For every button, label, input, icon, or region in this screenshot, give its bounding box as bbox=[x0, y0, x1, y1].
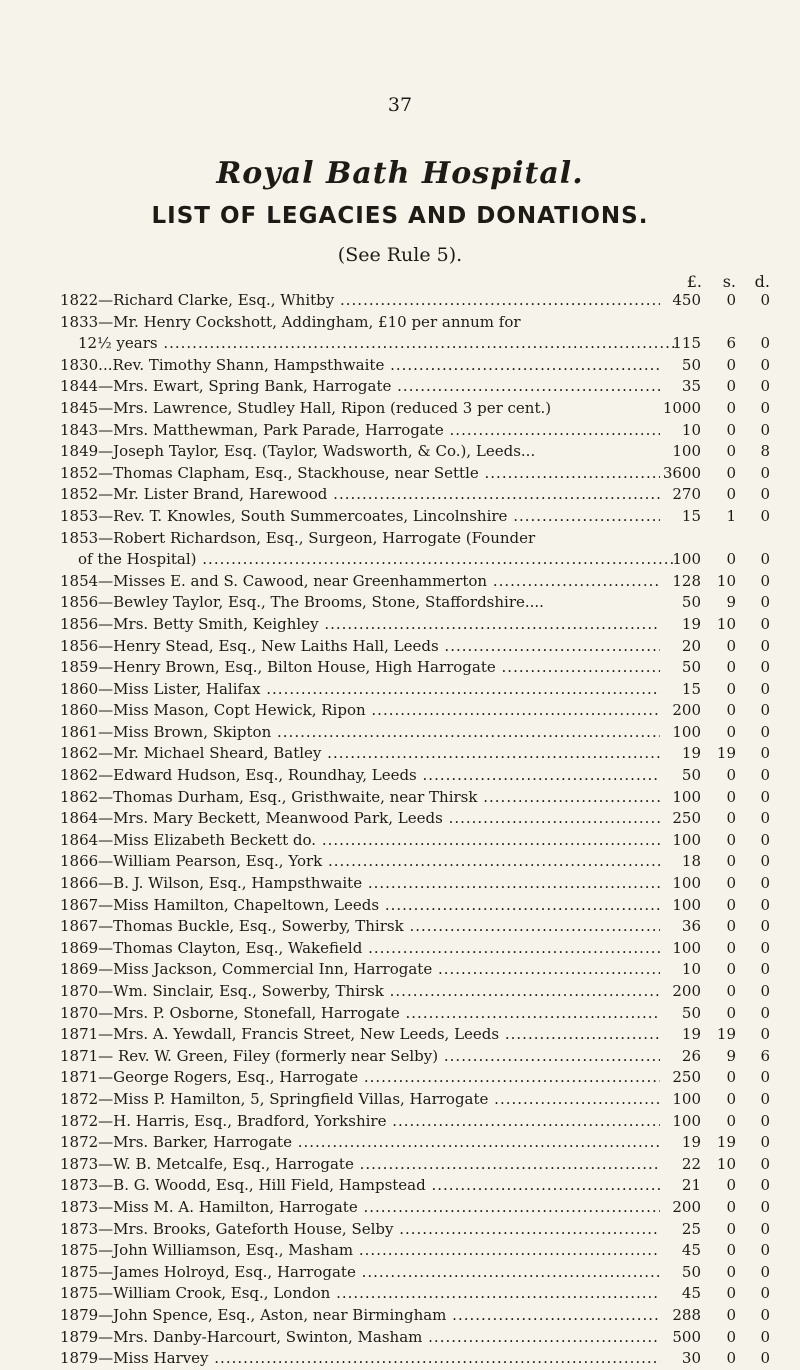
amount-pence: 0 bbox=[760, 938, 770, 957]
legacy-entry bbox=[0, 398, 800, 420]
amount-shillings: 0 bbox=[726, 398, 736, 417]
amount-pence: 0 bbox=[760, 377, 770, 396]
amount-pence: 0 bbox=[760, 1262, 770, 1281]
amount-pounds: 200 bbox=[672, 982, 701, 1000]
amount-pence: 0 bbox=[760, 722, 770, 741]
entry-description: 1867—Thomas Buckle, Esq., Sowerby, Thirsk ..... bbox=[60, 916, 660, 938]
amount-shillings: 0 bbox=[726, 852, 736, 871]
legacy-entry bbox=[0, 441, 800, 463]
entry-description: 1872—Miss P. Hamilton, 5, Springfield Villas, Harrogate ..... bbox=[60, 1089, 660, 1111]
entry-description: 1869—Thomas Clayton, Esq., Wakefield ..... bbox=[60, 938, 660, 960]
entry-description: 1862—Thomas Durham, Esq., Gristhwaite, near Thirsk ..... bbox=[60, 787, 660, 809]
amount-shillings: 0 bbox=[726, 787, 736, 806]
legacy-entry bbox=[0, 333, 800, 355]
entry-description: 1852—Mr. Lister Brand, Harewood ..... bbox=[60, 484, 660, 506]
legacy-entry bbox=[0, 1262, 800, 1284]
entry-description: 1873—Mrs. Brooks, Gateforth House, Selby ..... bbox=[60, 1219, 660, 1241]
amount-pounds: 50 bbox=[681, 766, 701, 785]
amount-pounds: 22 bbox=[681, 1154, 701, 1173]
entry-description: 1859—Henry Brown, Esq., Bilton House, High Harrogate ..... bbox=[60, 657, 660, 679]
amount-pence: 0 bbox=[760, 852, 770, 871]
amount-shillings: 0 bbox=[726, 874, 736, 893]
entry-description: 1856—Henry Stead, Esq., New Laiths Hall, Leeds ..... bbox=[60, 636, 660, 658]
entry-description: 1862—Mr. Michael Sheard, Batley ..... bbox=[60, 743, 660, 765]
legacy-entry bbox=[0, 765, 800, 787]
amount-pounds: 18 bbox=[681, 852, 701, 871]
legacy-entry bbox=[0, 355, 800, 377]
amount-shillings: 0 bbox=[726, 1219, 736, 1238]
amount-pence: 0 bbox=[760, 766, 770, 785]
entry-description: 1853—Rev. T. Knowles, South Summercoates, Lincolnshire ..... bbox=[60, 506, 660, 528]
amount-pence: 0 bbox=[760, 593, 770, 612]
amount-pounds: 250 bbox=[672, 809, 701, 828]
amount-pounds: 10 bbox=[681, 960, 701, 979]
entry-description: 1860—Miss Lister, Halifax ..... bbox=[60, 679, 660, 701]
amount-shillings: 0 bbox=[726, 895, 736, 914]
amount-pence: 0 bbox=[760, 1349, 770, 1368]
amount-pounds: 1000 bbox=[662, 398, 701, 417]
amount-pounds: 50 bbox=[681, 355, 701, 374]
amount-pence: 0 bbox=[760, 1089, 770, 1108]
entry-description: 1873—B. G. Woodd, Esq., Hill Field, Hampstead ..... bbox=[60, 1175, 660, 1197]
legacy-entry bbox=[0, 895, 800, 917]
amount-pence: 0 bbox=[760, 334, 770, 353]
amount-pounds: 45 bbox=[681, 1284, 701, 1303]
amount-pounds: 21 bbox=[681, 1176, 701, 1195]
legacy-entry bbox=[0, 830, 800, 852]
amount-shillings: 0 bbox=[726, 1089, 736, 1108]
entry-description: 1875—William Crook, Esq., London ..... bbox=[60, 1283, 660, 1305]
entry-description: 1864—Miss Elizabeth Beckett do. ..... bbox=[60, 830, 660, 852]
legacy-entry bbox=[0, 722, 800, 744]
amount-shillings: 1 bbox=[726, 506, 736, 525]
amount-pounds: 128 bbox=[672, 571, 701, 590]
entry-description: 12½ years ..... bbox=[78, 333, 678, 355]
amount-pence: 0 bbox=[760, 1154, 770, 1173]
amount-pounds: 100 bbox=[672, 830, 701, 849]
amount-pence: 0 bbox=[760, 550, 770, 569]
amount-pounds: 19 bbox=[681, 1025, 701, 1044]
amount-pence: 8 bbox=[760, 442, 770, 461]
rule-reference: (See Rule 5). bbox=[337, 244, 463, 266]
entry-description: 1873—W. B. Metcalfe, Esq., Harrogate ..... bbox=[60, 1154, 660, 1176]
amount-shillings: 10 bbox=[716, 614, 736, 633]
amount-pence: 0 bbox=[760, 1241, 770, 1260]
amount-shillings: 0 bbox=[726, 1284, 736, 1303]
amount-pounds: 50 bbox=[681, 1003, 701, 1022]
amount-pence: 0 bbox=[760, 398, 770, 417]
amount-pounds: 115 bbox=[672, 334, 701, 353]
amount-pence: 6 bbox=[760, 1046, 770, 1065]
entry-description: 1866—B. J. Wilson, Esq., Hampsthwaite ..... bbox=[60, 873, 660, 895]
shillings-column-header: s. bbox=[722, 272, 736, 291]
amount-pounds: 15 bbox=[681, 679, 701, 698]
amount-pounds: 15 bbox=[681, 506, 701, 525]
pounds-column-header: £. bbox=[686, 272, 702, 291]
amount-shillings: 0 bbox=[726, 1349, 736, 1368]
amount-shillings: 9 bbox=[726, 593, 736, 612]
amount-pence: 0 bbox=[760, 701, 770, 720]
legacy-entry bbox=[0, 873, 800, 895]
amount-shillings: 0 bbox=[726, 1068, 736, 1087]
amount-pence: 0 bbox=[760, 874, 770, 893]
amount-pounds: 3600 bbox=[662, 463, 701, 482]
amount-shillings: 0 bbox=[726, 291, 736, 309]
amount-shillings: 0 bbox=[726, 701, 736, 720]
amount-pounds: 20 bbox=[681, 636, 701, 655]
amount-pence: 0 bbox=[760, 1284, 770, 1303]
legacy-entry bbox=[0, 1175, 800, 1197]
amount-pence: 0 bbox=[760, 960, 770, 979]
amount-pence: 0 bbox=[760, 1197, 770, 1216]
entry-description: 1872—H. Harris, Esq., Bradford, Yorkshire ..... bbox=[60, 1111, 660, 1133]
amount-pence: 0 bbox=[760, 982, 770, 1000]
amount-pence: 0 bbox=[760, 506, 770, 525]
legacy-entry bbox=[0, 1003, 800, 1025]
entry-description: 1854—Misses E. and S. Cawood, near Greenhammerton ..... bbox=[60, 571, 660, 593]
amount-pounds: 100 bbox=[672, 550, 701, 569]
amount-shillings: 0 bbox=[726, 442, 736, 461]
entry-description: 1871— Rev. W. Green, Filey (formerly near Selby) ..... bbox=[60, 1046, 660, 1068]
amount-pence: 0 bbox=[760, 1327, 770, 1346]
amount-pence: 0 bbox=[760, 917, 770, 936]
amount-shillings: 10 bbox=[716, 1154, 736, 1173]
entry-description: 1872—Mrs. Barker, Harrogate ..... bbox=[60, 1132, 660, 1154]
entry-description: 1856—Bewley Taylor, Esq., The Brooms, Stone, Staffordshire.... bbox=[60, 593, 544, 612]
amount-shillings: 0 bbox=[726, 960, 736, 979]
amount-shillings: 19 bbox=[716, 744, 736, 763]
legacy-entry bbox=[0, 679, 800, 701]
legacy-entry bbox=[0, 1348, 800, 1370]
legacy-entry bbox=[0, 700, 800, 722]
page-number: 37 bbox=[387, 94, 413, 116]
amount-pounds: 100 bbox=[672, 1111, 701, 1130]
legacy-entry bbox=[0, 506, 800, 528]
legacy-entry bbox=[0, 528, 800, 550]
amount-pounds: 50 bbox=[681, 658, 701, 677]
amount-shillings: 0 bbox=[726, 485, 736, 504]
amount-shillings: 6 bbox=[726, 334, 736, 353]
amount-shillings: 0 bbox=[726, 722, 736, 741]
amount-pounds: 288 bbox=[672, 1305, 701, 1324]
legacy-entry bbox=[0, 1305, 800, 1327]
amount-pounds: 50 bbox=[681, 1262, 701, 1281]
entry-description: 1853—Robert Richardson, Esq., Surgeon, Harrogate (Founder bbox=[60, 528, 536, 547]
amount-pence: 0 bbox=[760, 1068, 770, 1087]
amount-pounds: 100 bbox=[672, 895, 701, 914]
amount-pounds: 36 bbox=[681, 917, 701, 936]
legacy-entry bbox=[0, 851, 800, 873]
legacy-entry bbox=[0, 981, 800, 1003]
entry-description: 1866—William Pearson, Esq., York ..... bbox=[60, 851, 660, 873]
amount-shillings: 0 bbox=[726, 766, 736, 785]
legacy-entry bbox=[0, 376, 800, 398]
entry-description: 1879—Miss Harvey ..... bbox=[60, 1348, 660, 1370]
amount-shillings: 9 bbox=[726, 1046, 736, 1065]
legacy-entry bbox=[0, 290, 800, 312]
legacy-entry bbox=[0, 959, 800, 981]
legacy-entry bbox=[0, 549, 800, 571]
legacy-entry bbox=[0, 743, 800, 765]
legacy-entry bbox=[0, 657, 800, 679]
legacy-entry bbox=[0, 1111, 800, 1133]
amount-pence: 0 bbox=[760, 787, 770, 806]
amount-pence: 0 bbox=[760, 1003, 770, 1022]
amount-pounds: 19 bbox=[681, 614, 701, 633]
legacy-entry bbox=[0, 1067, 800, 1089]
amount-pounds: 100 bbox=[672, 442, 701, 461]
amount-pence: 0 bbox=[760, 1111, 770, 1130]
amount-shillings: 0 bbox=[726, 355, 736, 374]
amount-shillings: 0 bbox=[726, 809, 736, 828]
entry-description: 1879—Mrs. Danby-Harcourt, Swinton, Masham ..... bbox=[60, 1327, 660, 1349]
amount-shillings: 0 bbox=[726, 1176, 736, 1195]
amount-shillings: 0 bbox=[726, 1305, 736, 1324]
amount-pounds: 35 bbox=[681, 377, 701, 396]
entry-description: 1822—Richard Clarke, Esq., Whitby ..... bbox=[60, 290, 660, 312]
amount-pence: 0 bbox=[760, 1305, 770, 1324]
amount-pounds: 100 bbox=[672, 938, 701, 957]
amount-pounds: 450 bbox=[672, 291, 701, 309]
entry-description: 1843—Mrs. Matthewman, Park Parade, Harrogate ..... bbox=[60, 420, 660, 442]
entry-description: 1844—Mrs. Ewart, Spring Bank, Harrogate ..... bbox=[60, 376, 660, 398]
legacy-entry bbox=[0, 420, 800, 442]
legacy-entry bbox=[0, 1132, 800, 1154]
entry-description: 1856—Mrs. Betty Smith, Keighley ..... bbox=[60, 614, 660, 636]
entry-description: 1867—Miss Hamilton, Chapeltown, Leeds ..... bbox=[60, 895, 660, 917]
amount-shillings: 0 bbox=[726, 463, 736, 482]
entry-description: of the Hospital) ..... bbox=[78, 549, 678, 571]
amount-pence: 0 bbox=[760, 485, 770, 504]
amount-pounds: 25 bbox=[681, 1219, 701, 1238]
legacy-entry bbox=[0, 1327, 800, 1349]
legacy-entry bbox=[0, 1283, 800, 1305]
entry-description: 1833—Mr. Henry Cockshott, Addingham, £10 per annum for bbox=[60, 312, 521, 331]
entry-description: 1864—Mrs. Mary Beckett, Meanwood Park, Leeds ..... bbox=[60, 808, 660, 830]
amount-pence: 0 bbox=[760, 830, 770, 849]
amount-shillings: 0 bbox=[726, 1327, 736, 1346]
legacy-entry bbox=[0, 916, 800, 938]
legacy-list bbox=[0, 290, 800, 1370]
entry-description: 1849—Joseph Taylor, Esq. (Taylor, Wadsworth, & Co.), Leeds... bbox=[60, 442, 536, 461]
amount-shillings: 0 bbox=[726, 830, 736, 849]
amount-shillings: 0 bbox=[726, 917, 736, 936]
entry-description: 1852—Thomas Clapham, Esq., Stackhouse, near Settle ..... bbox=[60, 463, 660, 485]
amount-pence: 0 bbox=[760, 1176, 770, 1195]
amount-shillings: 0 bbox=[726, 658, 736, 677]
legacy-entry bbox=[0, 787, 800, 809]
entry-description: 1869—Miss Jackson, Commercial Inn, Harrogate ..... bbox=[60, 959, 660, 981]
amount-pounds: 200 bbox=[672, 701, 701, 720]
amount-shillings: 19 bbox=[716, 1133, 736, 1152]
amount-shillings: 0 bbox=[726, 1241, 736, 1260]
amount-pounds: 500 bbox=[672, 1327, 701, 1346]
amount-shillings: 0 bbox=[726, 420, 736, 439]
amount-pence: 0 bbox=[760, 355, 770, 374]
entry-description: 1862—Edward Hudson, Esq., Roundhay, Leeds ..... bbox=[60, 765, 660, 787]
amount-pounds: 100 bbox=[672, 787, 701, 806]
entry-description: 1873—Miss M. A. Hamilton, Harrogate ..... bbox=[60, 1197, 660, 1219]
amount-pence: 0 bbox=[760, 895, 770, 914]
amount-shillings: 0 bbox=[726, 1003, 736, 1022]
amount-shillings: 0 bbox=[726, 377, 736, 396]
amount-pounds: 10 bbox=[681, 420, 701, 439]
legacy-entry bbox=[0, 938, 800, 960]
amount-shillings: 0 bbox=[726, 1111, 736, 1130]
amount-pence: 0 bbox=[760, 1219, 770, 1238]
amount-pounds: 250 bbox=[672, 1068, 701, 1087]
amount-pounds: 45 bbox=[681, 1241, 701, 1260]
entry-description: 1870—Wm. Sinclair, Esq., Sowerby, Thirsk ..... bbox=[60, 981, 660, 1003]
legacy-entry bbox=[0, 312, 800, 334]
legacy-entry bbox=[0, 808, 800, 830]
hospital-title: Royal Bath Hospital. bbox=[216, 156, 584, 191]
legacy-entry bbox=[0, 484, 800, 506]
amount-shillings: 0 bbox=[726, 1197, 736, 1216]
amount-pence: 0 bbox=[760, 636, 770, 655]
amount-shillings: 0 bbox=[726, 550, 736, 569]
amount-pence: 0 bbox=[760, 679, 770, 698]
amount-pence: 0 bbox=[760, 291, 770, 309]
legacy-entry bbox=[0, 1240, 800, 1262]
legacy-entry bbox=[0, 1089, 800, 1111]
amount-shillings: 0 bbox=[726, 982, 736, 1000]
amount-pence: 0 bbox=[760, 1133, 770, 1152]
amount-pounds: 200 bbox=[672, 1197, 701, 1216]
amount-pence: 0 bbox=[760, 1025, 770, 1044]
entry-description: 1870—Mrs. P. Osborne, Stonefall, Harrogate ..... bbox=[60, 1003, 660, 1025]
amount-pounds: 100 bbox=[672, 722, 701, 741]
legacy-entry bbox=[0, 1024, 800, 1046]
legacy-entry bbox=[0, 1046, 800, 1068]
legacy-entry bbox=[0, 614, 800, 636]
amount-pounds: 30 bbox=[681, 1349, 701, 1368]
amount-shillings: 0 bbox=[726, 679, 736, 698]
amount-pence: 0 bbox=[760, 658, 770, 677]
amount-pounds: 19 bbox=[681, 1133, 701, 1152]
amount-shillings: 19 bbox=[716, 1025, 736, 1044]
amount-pence: 0 bbox=[760, 744, 770, 763]
pence-column-header: d. bbox=[754, 272, 770, 291]
amount-pounds: 26 bbox=[681, 1046, 701, 1065]
legacy-entry bbox=[0, 1197, 800, 1219]
amount-shillings: 0 bbox=[726, 636, 736, 655]
amount-shillings: 0 bbox=[726, 1262, 736, 1281]
entry-description: 1845—Mrs. Lawrence, Studley Hall, Ripon (reduced 3 per cent.) bbox=[60, 398, 552, 417]
entry-description: 1871—Mrs. A. Yewdall, Francis Street, New Leeds, Leeds ..... bbox=[60, 1024, 660, 1046]
legacy-entry bbox=[0, 592, 800, 614]
entry-description: 1879—John Spence, Esq., Aston, near Birmingham ..... bbox=[60, 1305, 660, 1327]
legacy-entry bbox=[0, 463, 800, 485]
amount-pence: 0 bbox=[760, 614, 770, 633]
currency-header bbox=[0, 272, 800, 292]
amount-pounds: 50 bbox=[681, 593, 701, 612]
entry-description: 1871—George Rogers, Esq., Harrogate ..... bbox=[60, 1067, 660, 1089]
legacy-entry bbox=[0, 636, 800, 658]
amount-pounds: 270 bbox=[672, 485, 701, 504]
amount-shillings: 0 bbox=[726, 938, 736, 957]
entry-description: 1830...Rev. Timothy Shann, Hampsthwaite ..... bbox=[60, 355, 660, 377]
amount-pence: 0 bbox=[760, 420, 770, 439]
entry-description: 1861—Miss Brown, Skipton ..... bbox=[60, 722, 660, 744]
legacy-entry bbox=[0, 1219, 800, 1241]
entry-description: 1875—James Holroyd, Esq., Harrogate ..... bbox=[60, 1262, 660, 1284]
entry-description: 1860—Miss Mason, Copt Hewick, Ripon ..... bbox=[60, 700, 660, 722]
amount-pence: 0 bbox=[760, 571, 770, 590]
amount-pounds: 19 bbox=[681, 744, 701, 763]
amount-pence: 0 bbox=[760, 809, 770, 828]
list-heading: LIST OF LEGACIES AND DONATIONS. bbox=[151, 203, 649, 229]
legacy-entry bbox=[0, 1154, 800, 1176]
amount-shillings: 10 bbox=[716, 571, 736, 590]
amount-pence: 0 bbox=[760, 463, 770, 482]
entry-description: 1875—John Williamson, Esq., Masham ..... bbox=[60, 1240, 660, 1262]
amount-pounds: 100 bbox=[672, 874, 701, 893]
legacy-entry bbox=[0, 571, 800, 593]
amount-pounds: 100 bbox=[672, 1089, 701, 1108]
